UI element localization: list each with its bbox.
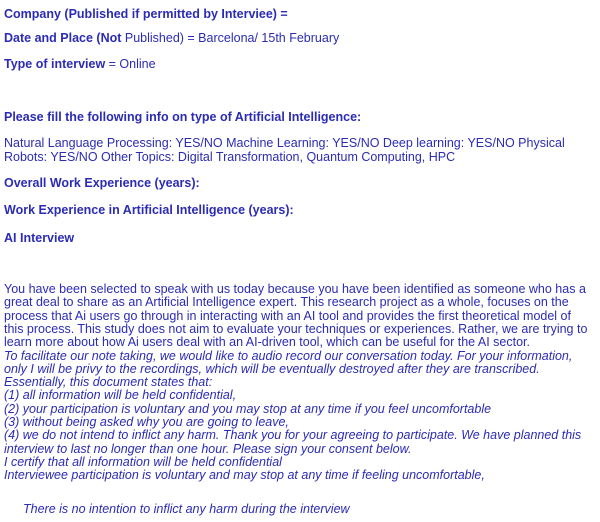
consent-line: (4) we do not intend to inflict any harm. Thank you for your agreeing to participate. We have planned this [4, 428, 582, 443]
intro-paragraph [4, 282, 588, 350]
consent-line: I certify that all information will be held confidential [4, 454, 282, 469]
date-place-value: = Barcelona/ 15th February [183, 31, 340, 45]
consent-line: interview to last no longer than one hour. Please sign your consent below. [4, 441, 412, 456]
interview-type-label: Type of interview [4, 57, 106, 71]
closing-statement: There is no intention to inflict any harm during the interview [23, 502, 350, 516]
consent-line: only I will be privy to the recordings, which will be eventually destroyed after they are transcribed. [4, 361, 540, 376]
consent-line: (1) all information will be held confidential, [4, 388, 237, 403]
consent-line: (3) without being asked why you are going to leave, [4, 414, 289, 429]
date-place-row [4, 31, 339, 45]
ai-info-line-1: Natural Language Processing: YES/NO Machine Learning: YES/NO Deep learning: YES/NO Physical [4, 136, 565, 150]
intro-line: process that Ai users go through in interacting with an AI tool and provides the first theoretical model of [4, 308, 571, 323]
ai-info-heading: Please fill the following info on type of Artificial Intelligence: [4, 110, 362, 124]
consent-line: Essentially, this document states that: [4, 375, 213, 390]
date-place-label: Date and Place (Not [4, 31, 122, 45]
interview-type-value: = Online [105, 57, 156, 71]
intro-line: this process. This study does not aim to evaluate your techniques or experiences. Rather, we are trying to [4, 321, 588, 336]
intro-line: You have been selected to speak with us today because you have been identified as someone who has a [4, 282, 586, 296]
ai-info-line-2: Robots: YES/NO Other Topics: Digital Transformation, Quantum Computing, HPC [4, 150, 456, 164]
consent-paragraph [4, 350, 584, 483]
consent-line: (2) your participation is voluntary and you may stop at any time if you feel uncomfortable [4, 401, 492, 416]
overall-experience-label: Overall Work Experience (years): [4, 176, 200, 190]
ai-interview-heading: AI Interview [4, 231, 75, 245]
intro-line: learn more about how Ai users deal with an AI-driven tool, which can be useful for the AI sector. [4, 335, 530, 350]
intro-line: great deal to share as an Artificial Intelligence expert. This research project as a whole, focuses on the [4, 295, 569, 310]
date-place-label-suffix: Published) [121, 31, 184, 45]
ai-experience-label: Work Experience in Artificial Intelligence (years): [4, 203, 294, 217]
company-label: Company (Published if permitted by Interviee) = [4, 7, 288, 21]
consent-line: To facilitate our note taking, we would like to audio record our conversation today. For your information, [4, 348, 573, 363]
consent-line: Interviewee participation is voluntary and may stop at any time if feeling uncomfortable, [4, 468, 485, 483]
interview-type-row [4, 57, 156, 71]
